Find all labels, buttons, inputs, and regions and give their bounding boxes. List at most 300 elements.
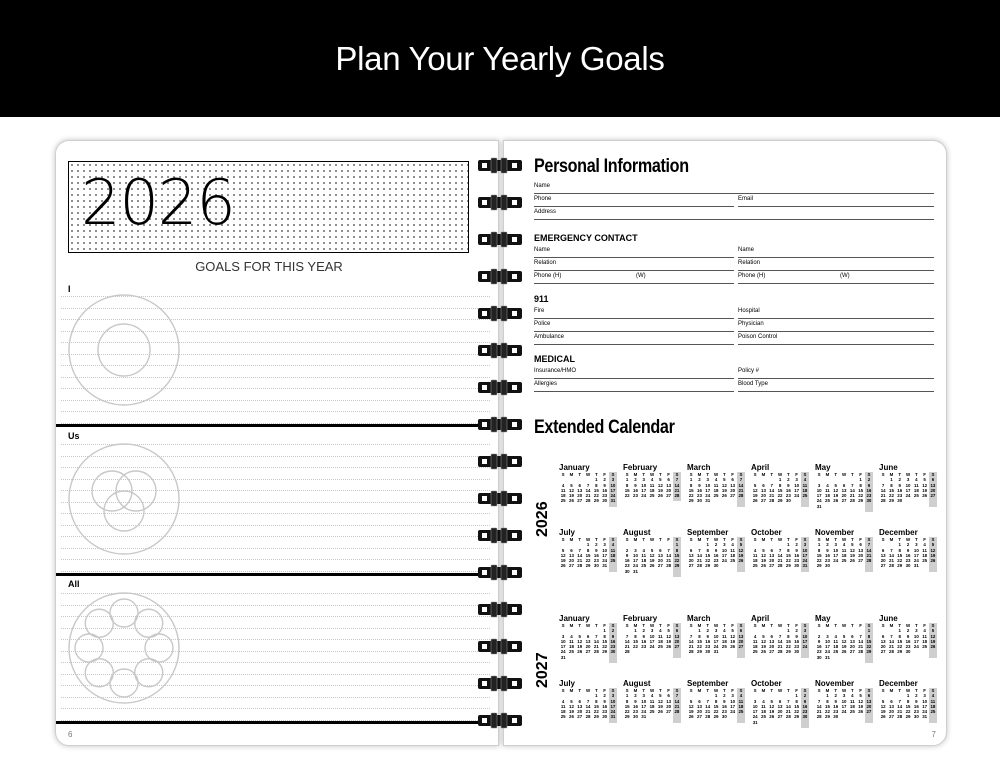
calendar-day[interactable]: 29 — [688, 498, 694, 504]
calendar-day[interactable]: 26 — [730, 644, 736, 650]
calendar-day[interactable]: 26 — [721, 493, 727, 499]
calendar-day[interactable]: 4 — [753, 547, 757, 553]
calendar-day[interactable]: 9 — [826, 547, 829, 553]
calendar-day[interactable]: 20 — [880, 558, 886, 564]
calendar-day[interactable]: 7 — [689, 633, 693, 639]
calendar-day[interactable]: 13 — [769, 638, 775, 644]
calendar-day[interactable]: 15 — [866, 638, 872, 644]
calendar-day[interactable]: 9 — [634, 482, 637, 488]
calendar-day[interactable]: 1 — [898, 628, 901, 634]
calendar-day[interactable]: 30 — [633, 714, 638, 720]
poison-control-field[interactable] — [738, 333, 934, 345]
calendar-day[interactable]: 8 — [826, 698, 829, 704]
calendar-day[interactable]: 24 — [730, 709, 736, 715]
calendar-day[interactable]: 21 — [889, 558, 894, 564]
calendar-day[interactable]: 23 — [794, 558, 800, 564]
calendar-day[interactable]: 19 — [688, 709, 694, 715]
calendar-day[interactable]: 6 — [770, 547, 773, 553]
calendar-day[interactable]: 20 — [777, 709, 783, 715]
calendar-day[interactable]: 2 — [642, 628, 645, 634]
calendar-day[interactable]: 6 — [739, 628, 743, 634]
calendar-day[interactable]: 27 — [761, 498, 766, 504]
calendar-day[interactable]: 8 — [787, 547, 790, 553]
calendar-day[interactable]: 14 — [785, 703, 791, 709]
calendar-day[interactable]: 4 — [561, 482, 565, 488]
calendar-day[interactable]: 23 — [697, 493, 702, 499]
calendar-day[interactable]: 25 — [560, 714, 566, 720]
calendar-day[interactable]: 31 — [705, 498, 711, 504]
calendar-day[interactable]: 29 — [866, 649, 872, 655]
calendar-day[interactable]: 21 — [769, 493, 775, 499]
calendar-day[interactable]: 10 — [560, 638, 566, 644]
calendar-day[interactable]: 8 — [603, 633, 606, 639]
calendar-day[interactable]: 23 — [713, 558, 719, 564]
calendar-day[interactable]: 18 — [922, 638, 928, 644]
calendar-day[interactable]: 31 — [922, 714, 928, 720]
calendar-day[interactable]: 8 — [634, 633, 637, 639]
calendar-day[interactable]: 8 — [795, 698, 798, 704]
calendar-day[interactable]: 12 — [738, 547, 744, 553]
calendar-day[interactable]: 11 — [641, 552, 647, 558]
calendar-day[interactable]: 8 — [698, 633, 701, 639]
calendar-day[interactable]: 13 — [657, 552, 663, 558]
calendar-day[interactable]: 17 — [641, 703, 647, 709]
calendar-day[interactable]: 22 — [585, 558, 591, 564]
calendar-day[interactable]: 30 — [905, 563, 911, 569]
emergency-phone-field-2[interactable] — [738, 272, 934, 284]
calendar-day[interactable]: 17 — [905, 487, 911, 493]
calendar-day[interactable]: 22 — [624, 709, 630, 715]
calendar-day[interactable]: 9 — [723, 698, 726, 704]
calendar-day[interactable]: 16 — [705, 638, 711, 644]
calendar-day[interactable]: 7 — [778, 633, 782, 639]
calendar-day[interactable]: 11 — [922, 633, 927, 639]
calendar-day[interactable]: 18 — [802, 487, 808, 493]
calendar-day[interactable]: 17 — [641, 487, 647, 493]
calendar-day[interactable]: 16 — [602, 487, 608, 493]
calendar-day[interactable]: 10 — [713, 633, 719, 639]
calendar-day[interactable]: 20 — [761, 493, 766, 499]
calendar-day[interactable]: 18 — [649, 487, 655, 493]
calendar-day[interactable]: 20 — [858, 552, 864, 558]
calendar-day[interactable]: 29 — [713, 714, 719, 720]
calendar-day[interactable]: 28 — [705, 714, 711, 720]
calendar-day[interactable]: 14 — [738, 482, 744, 488]
calendar-day[interactable]: 22 — [713, 709, 719, 715]
calendar-day[interactable]: 30 — [905, 649, 911, 655]
calendar-day[interactable]: 10 — [721, 547, 727, 553]
emergency-relation-field-2[interactable] — [738, 259, 934, 271]
calendar-day[interactable]: 16 — [833, 703, 839, 709]
policy-field[interactable] — [738, 367, 934, 379]
calendar-day[interactable]: 17 — [922, 703, 928, 709]
calendar-day[interactable]: 10 — [641, 698, 647, 704]
calendar-day[interactable]: 28 — [777, 649, 783, 655]
calendar-day[interactable]: 9 — [795, 547, 798, 553]
calendar-day[interactable]: 13 — [585, 638, 591, 644]
calendar-day[interactable]: 10 — [802, 633, 808, 639]
calendar-day[interactable]: 5 — [659, 477, 662, 483]
calendar-day[interactable]: 4 — [731, 542, 734, 548]
calendar-day[interactable]: 16 — [641, 638, 647, 644]
calendar-day[interactable]: 14 — [593, 638, 599, 644]
calendar-day[interactable]: 19 — [577, 644, 583, 650]
calendar-day[interactable]: 27 — [657, 563, 663, 569]
calendar-day[interactable]: 22 — [624, 493, 630, 499]
calendar-day[interactable]: 27 — [880, 563, 886, 569]
calendar-day[interactable]: 27 — [666, 709, 672, 715]
calendar-day[interactable]: 2 — [595, 542, 598, 548]
calendar-day[interactable]: 20 — [841, 493, 847, 499]
calendar-day[interactable]: 23 — [825, 558, 830, 564]
calendar-day[interactable]: 19 — [730, 638, 736, 644]
calendar-day[interactable]: 24 — [560, 649, 566, 655]
calendar-day[interactable]: 12 — [752, 487, 758, 493]
calendar-day[interactable]: 8 — [595, 698, 598, 704]
calendar-day[interactable]: 9 — [906, 633, 910, 639]
calendar-day[interactable]: 20 — [666, 703, 672, 709]
calendar-day[interactable]: 4 — [931, 693, 935, 699]
calendar-day[interactable]: 23 — [705, 644, 711, 650]
calendar-day[interactable]: 3 — [642, 477, 645, 483]
calendar-day[interactable]: 28 — [674, 709, 680, 715]
calendar-day[interactable]: 19 — [569, 709, 574, 715]
calendar-day[interactable]: 31 — [633, 568, 638, 574]
calendar-day[interactable]: 13 — [688, 552, 694, 558]
calendar-day[interactable]: 17 — [713, 638, 719, 644]
calendar-day[interactable]: 1 — [787, 542, 790, 548]
calendar-day[interactable]: 19 — [833, 493, 839, 499]
calendar-day[interactable]: 20 — [657, 558, 663, 564]
calendar-day[interactable]: 25 — [825, 498, 830, 504]
calendar-day[interactable]: 21 — [688, 644, 694, 650]
calendar-day[interactable]: 15 — [785, 552, 791, 558]
calendar-day[interactable]: 28 — [738, 493, 744, 499]
calendar-day[interactable]: 1 — [698, 628, 701, 634]
calendar-day[interactable]: 6 — [698, 698, 701, 704]
calendar-day[interactable]: 5 — [731, 628, 734, 634]
writing-line[interactable] — [61, 708, 490, 709]
calendar-day[interactable]: 21 — [889, 644, 894, 650]
calendar-day[interactable]: 30 — [602, 498, 608, 504]
calendar-day[interactable]: 7 — [851, 482, 854, 488]
ambulance-field[interactable] — [534, 333, 734, 345]
calendar-day[interactable]: 22 — [593, 709, 599, 715]
calendar-day[interactable]: 23 — [833, 709, 839, 715]
calendar-day[interactable]: 24 — [641, 709, 647, 715]
calendar-day[interactable]: 16 — [785, 487, 791, 493]
calendar-day[interactable]: 27 — [577, 498, 583, 504]
calendar-day[interactable]: 20 — [585, 644, 591, 650]
calendar-day[interactable]: 14 — [585, 487, 591, 493]
calendar-day[interactable]: 11 — [761, 703, 766, 709]
fire-field[interactable] — [534, 307, 734, 319]
calendar-day[interactable]: 26 — [922, 493, 928, 499]
calendar-day[interactable]: 11 — [825, 487, 830, 493]
calendar-day[interactable]: 19 — [569, 493, 574, 499]
calendar-day[interactable]: 28 — [585, 714, 591, 720]
calendar-day[interactable]: 12 — [841, 638, 847, 644]
calendar-day[interactable]: 30 — [705, 649, 711, 655]
calendar-day[interactable]: 27 — [674, 644, 680, 650]
calendar-day[interactable]: 12 — [569, 703, 574, 709]
calendar-day[interactable]: 31 — [641, 714, 647, 720]
calendar-day[interactable]: 8 — [867, 633, 871, 639]
calendar-day[interactable]: 18 — [841, 552, 847, 558]
calendar-day[interactable]: 16 — [697, 487, 702, 493]
writing-line[interactable] — [61, 411, 490, 412]
calendar-day[interactable]: 10 — [802, 547, 808, 553]
calendar-day[interactable]: 18 — [641, 558, 647, 564]
calendar-day[interactable]: 19 — [761, 558, 766, 564]
calendar-day[interactable]: 26 — [738, 558, 744, 564]
calendar-day[interactable]: 24 — [825, 649, 830, 655]
name-field[interactable] — [534, 182, 934, 194]
calendar-day[interactable]: 23 — [721, 709, 727, 715]
calendar-day[interactable]: 4 — [753, 633, 757, 639]
calendar-day[interactable]: 26 — [752, 498, 758, 504]
calendar-day[interactable]: 15 — [777, 487, 783, 493]
calendar-day[interactable]: 6 — [851, 633, 854, 639]
calendar-day[interactable]: 29 — [825, 714, 830, 720]
calendar-day[interactable]: 14 — [816, 703, 822, 709]
calendar-day[interactable]: 28 — [889, 649, 894, 655]
phone-field[interactable] — [534, 195, 734, 207]
calendar-day[interactable]: 25 — [649, 493, 655, 499]
calendar-day[interactable]: 3 — [714, 628, 718, 634]
calendar-day[interactable]: 31 — [713, 649, 719, 655]
calendar-day[interactable]: 23 — [913, 709, 919, 715]
calendar-day[interactable]: 5 — [570, 482, 573, 488]
calendar-day[interactable]: 31 — [610, 714, 616, 720]
calendar-day[interactable]: 21 — [816, 709, 822, 715]
calendar-day[interactable]: 11 — [930, 698, 936, 704]
calendar-day[interactable]: 14 — [889, 638, 894, 644]
calendar-day[interactable]: 19 — [560, 558, 566, 564]
calendar-day[interactable]: 21 — [738, 487, 744, 493]
calendar-day[interactable]: 19 — [666, 638, 672, 644]
calendar-day[interactable]: 19 — [649, 558, 655, 564]
calendar-day[interactable]: 6 — [778, 698, 782, 704]
calendar-day[interactable]: 26 — [657, 709, 663, 715]
calendar-day[interactable]: 9 — [603, 698, 606, 704]
calendar-day[interactable]: 29 — [889, 498, 894, 504]
calendar-day[interactable]: 20 — [730, 487, 736, 493]
calendar-day[interactable]: 8 — [787, 633, 790, 639]
calendar-day[interactable]: 22 — [897, 644, 903, 650]
calendar-day[interactable]: 28 — [866, 558, 872, 564]
calendar-day[interactable]: 13 — [577, 703, 583, 709]
calendar-day[interactable]: 13 — [761, 487, 766, 493]
calendar-day[interactable]: 2 — [867, 477, 871, 483]
calendar-day[interactable]: 6 — [731, 477, 734, 483]
calendar-day[interactable]: 16 — [610, 638, 616, 644]
calendar-day[interactable]: 11 — [850, 698, 855, 704]
calendar-day[interactable]: 2 — [706, 628, 709, 634]
calendar-day[interactable]: 22 — [825, 709, 830, 715]
calendar-day[interactable]: 21 — [897, 709, 903, 715]
calendar-day[interactable]: 1 — [778, 477, 782, 483]
calendar-day[interactable]: 30 — [802, 714, 808, 720]
calendar-day[interactable]: 17 — [794, 487, 800, 493]
calendar-day[interactable]: 17 — [816, 493, 822, 499]
calendar-day[interactable]: 7 — [859, 633, 862, 639]
calendar-day[interactable]: 5 — [753, 482, 757, 488]
calendar-day[interactable]: 10 — [913, 547, 919, 553]
calendar-day[interactable]: 2 — [906, 542, 910, 548]
calendar-day[interactable]: 21 — [585, 493, 591, 499]
calendar-day[interactable]: 17 — [610, 487, 616, 493]
calendar-day[interactable]: 12 — [657, 698, 663, 704]
calendar-day[interactable]: 4 — [570, 633, 573, 639]
calendar-day[interactable]: 25 — [913, 493, 919, 499]
calendar-day[interactable]: 10 — [905, 482, 911, 488]
calendar-day[interactable]: 29 — [794, 714, 800, 720]
calendar-day[interactable]: 24 — [610, 709, 616, 715]
calendar-day[interactable]: 23 — [785, 493, 791, 499]
calendar-day[interactable]: 2 — [906, 628, 910, 634]
calendar-day[interactable]: 17 — [633, 558, 638, 564]
calendar-day[interactable]: 1 — [625, 477, 629, 483]
calendar-day[interactable]: 19 — [880, 709, 886, 715]
calendar-day[interactable]: 24 — [833, 558, 839, 564]
calendar-day[interactable]: 23 — [633, 493, 638, 499]
calendar-day[interactable]: 24 — [610, 493, 616, 499]
calendar-day[interactable]: 8 — [625, 482, 629, 488]
calendar-day[interactable]: 6 — [659, 547, 662, 553]
calendar-day[interactable]: 17 — [610, 703, 616, 709]
calendar-day[interactable]: 27 — [585, 649, 591, 655]
calendar-day[interactable]: 22 — [889, 493, 894, 499]
calendar-day[interactable]: 6 — [762, 482, 765, 488]
calendar-day[interactable]: 3 — [834, 542, 837, 548]
calendar-day[interactable]: 21 — [849, 493, 855, 499]
emergency-phone-field[interactable] — [534, 272, 734, 284]
calendar-day[interactable]: 15 — [705, 552, 711, 558]
calendar-day[interactable]: 3 — [603, 542, 606, 548]
calendar-day[interactable]: 1 — [906, 693, 910, 699]
calendar-day[interactable]: 15 — [697, 638, 702, 644]
calendar-day[interactable]: 23 — [602, 493, 608, 499]
emergency-relation-field[interactable] — [534, 259, 734, 271]
calendar-day[interactable]: 3 — [842, 693, 846, 699]
calendar-day[interactable]: 12 — [721, 482, 727, 488]
calendar-day[interactable]: 13 — [666, 698, 672, 704]
calendar-day[interactable]: 5 — [561, 547, 565, 553]
calendar-day[interactable]: 3 — [650, 628, 654, 634]
calendar-day[interactable]: 2 — [611, 628, 615, 634]
calendar-day[interactable]: 21 — [880, 493, 886, 499]
calendar-day[interactable]: 7 — [817, 698, 821, 704]
calendar-day[interactable]: 12 — [730, 633, 736, 639]
calendar-day[interactable]: 11 — [738, 698, 744, 704]
calendar-day[interactable]: 16 — [866, 487, 872, 493]
calendar-day[interactable]: 13 — [769, 552, 775, 558]
calendar-day[interactable]: 14 — [674, 698, 680, 704]
calendar-day[interactable]: 3 — [906, 477, 910, 483]
calendar-day[interactable]: 12 — [657, 482, 663, 488]
calendar-day[interactable]: 23 — [866, 493, 872, 499]
calendar-day[interactable]: 1 — [795, 693, 798, 699]
calendar-day[interactable]: 25 — [761, 714, 766, 720]
calendar-day[interactable]: 29 — [905, 714, 911, 720]
calendar-day[interactable]: 30 — [897, 498, 903, 504]
calendar-day[interactable]: 6 — [859, 542, 862, 548]
calendar-day[interactable]: 9 — [803, 698, 807, 704]
calendar-day[interactable]: 16 — [913, 703, 919, 709]
calendar-day[interactable]: 25 — [922, 644, 928, 650]
calendar-day[interactable]: 29 — [585, 563, 591, 569]
calendar-day[interactable]: 30 — [794, 649, 800, 655]
calendar-day[interactable]: 6 — [570, 547, 573, 553]
calendar-day[interactable]: 22 — [905, 709, 911, 715]
calendar-day[interactable]: 16 — [713, 552, 719, 558]
calendar-day[interactable]: 17 — [705, 487, 711, 493]
calendar-day[interactable]: 16 — [624, 558, 630, 564]
calendar-day[interactable]: 24 — [649, 644, 655, 650]
calendar-day[interactable]: 11 — [649, 482, 655, 488]
calendar-day[interactable]: 25 — [721, 644, 727, 650]
calendar-day[interactable]: 22 — [785, 644, 791, 650]
calendar-day[interactable]: 29 — [705, 563, 711, 569]
calendar-day[interactable]: 15 — [585, 552, 591, 558]
calendar-day[interactable]: 9 — [787, 482, 790, 488]
calendar-day[interactable]: 15 — [816, 552, 822, 558]
calendar-day[interactable]: 24 — [721, 558, 727, 564]
calendar-day[interactable]: 10 — [730, 698, 736, 704]
calendar-day[interactable]: 11 — [560, 487, 566, 493]
calendar-day[interactable]: 19 — [721, 487, 727, 493]
calendar-day[interactable]: 3 — [817, 482, 821, 488]
calendar-day[interactable]: 8 — [898, 547, 901, 553]
calendar-day[interactable]: 16 — [905, 552, 911, 558]
calendar-day[interactable]: 31 — [802, 563, 808, 569]
calendar-day[interactable]: 12 — [858, 698, 864, 704]
calendar-day[interactable]: 1 — [595, 693, 598, 699]
calendar-day[interactable]: 6 — [586, 633, 590, 639]
calendar-day[interactable]: 25 — [713, 493, 719, 499]
calendar-day[interactable]: 14 — [624, 638, 630, 644]
calendar-day[interactable]: 12 — [688, 703, 694, 709]
calendar-day[interactable]: 16 — [905, 638, 911, 644]
calendar-day[interactable]: 30 — [624, 568, 630, 574]
calendar-day[interactable]: 5 — [723, 477, 726, 483]
emergency-name-field-2[interactable] — [738, 246, 934, 258]
calendar-day[interactable]: 13 — [930, 482, 936, 488]
calendar-day[interactable]: 17 — [833, 552, 839, 558]
physician-field[interactable] — [738, 320, 934, 332]
calendar-day[interactable]: 15 — [858, 487, 864, 493]
calendar-day[interactable]: 8 — [898, 633, 901, 639]
calendar-day[interactable]: 25 — [841, 558, 847, 564]
calendar-day[interactable]: 25 — [752, 563, 758, 569]
calendar-day[interactable]: 26 — [761, 563, 766, 569]
calendar-day[interactable]: 29 — [674, 563, 680, 569]
calendar-day[interactable]: 1 — [675, 542, 679, 548]
calendar-day[interactable]: 18 — [560, 493, 566, 499]
calendar-day[interactable]: 12 — [569, 487, 574, 493]
calendar-day[interactable]: 24 — [633, 563, 638, 569]
calendar-day[interactable]: 14 — [777, 638, 783, 644]
calendar-day[interactable]: 25 — [802, 493, 808, 499]
calendar-day[interactable]: 28 — [697, 563, 702, 569]
calendar-day[interactable]: 8 — [714, 698, 718, 704]
calendar-day[interactable]: 28 — [785, 714, 791, 720]
calendar-day[interactable]: 9 — [915, 698, 918, 704]
calendar-day[interactable]: 4 — [803, 477, 807, 483]
calendar-day[interactable]: 14 — [769, 487, 775, 493]
calendar-day[interactable]: 15 — [897, 638, 903, 644]
